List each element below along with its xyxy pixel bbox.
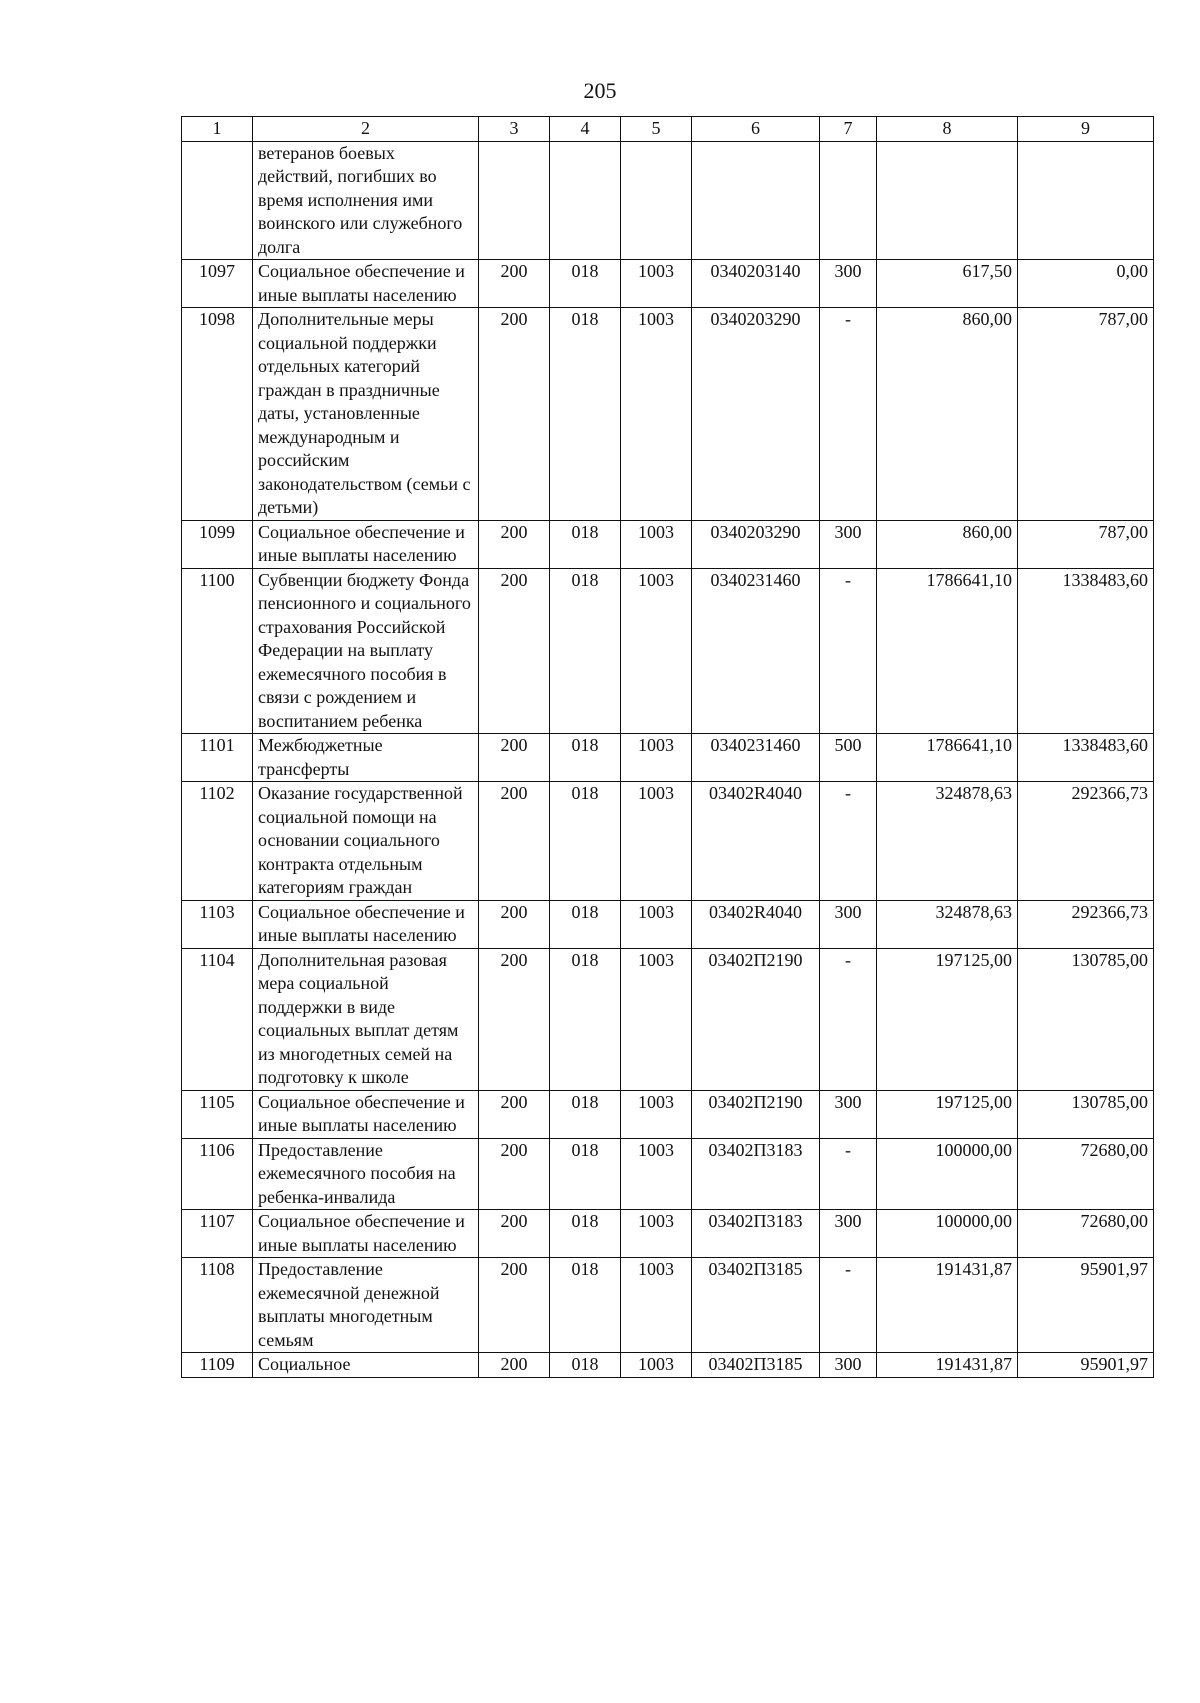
amount-cell: 324878,63 bbox=[877, 782, 1018, 901]
page-number: 205 bbox=[583, 78, 617, 103]
code-cell bbox=[621, 141, 692, 260]
table-row bbox=[182, 900, 1154, 948]
code-cell: 0340231460 bbox=[692, 568, 820, 734]
amount-cell: 617,50 bbox=[877, 260, 1018, 308]
code-cell: 018 bbox=[550, 734, 621, 782]
column-header: 9 bbox=[1018, 117, 1154, 142]
amount-cell: 100000,00 bbox=[877, 1138, 1018, 1210]
table-body bbox=[182, 141, 1154, 1377]
item-name-cell: Межбюджетные трансферты bbox=[253, 734, 479, 782]
code-cell: - bbox=[820, 1138, 877, 1210]
table-row bbox=[182, 782, 1154, 901]
amount-cell: 787,00 bbox=[1018, 520, 1154, 568]
amount-cell: 197125,00 bbox=[877, 948, 1018, 1090]
code-cell: 03402R4040 bbox=[692, 782, 820, 901]
code-cell: 018 bbox=[550, 1353, 621, 1378]
code-cell: 300 bbox=[820, 900, 877, 948]
item-name-cell: Дополнительные меры социальной поддержки отдельных категорий граждан в праздничные даты, установленные международным и российским законодательством (семьи с детьми) bbox=[253, 308, 479, 521]
table-row bbox=[182, 520, 1154, 568]
code-cell: 1003 bbox=[621, 520, 692, 568]
amount-cell: 1786641,10 bbox=[877, 734, 1018, 782]
amount-cell: 130785,00 bbox=[1018, 948, 1154, 1090]
code-cell: 018 bbox=[550, 1138, 621, 1210]
table-row bbox=[182, 568, 1154, 734]
amount-cell: 72680,00 bbox=[1018, 1210, 1154, 1258]
code-cell: 0340231460 bbox=[692, 734, 820, 782]
code-cell: 018 bbox=[550, 900, 621, 948]
code-cell bbox=[550, 141, 621, 260]
row-number-cell: 1106 bbox=[182, 1138, 253, 1210]
amount-cell: 860,00 bbox=[877, 520, 1018, 568]
code-cell: - bbox=[820, 308, 877, 521]
code-cell: 018 bbox=[550, 1210, 621, 1258]
item-name-cell: Социальное bbox=[253, 1353, 479, 1378]
column-header: 4 bbox=[550, 117, 621, 142]
code-cell: 200 bbox=[479, 1138, 550, 1210]
row-number-cell: 1098 bbox=[182, 308, 253, 521]
amount-cell: 1338483,60 bbox=[1018, 568, 1154, 734]
amount-cell: 191431,87 bbox=[877, 1353, 1018, 1378]
code-cell: 500 bbox=[820, 734, 877, 782]
amount-cell: 1338483,60 bbox=[1018, 734, 1154, 782]
amount-cell: 130785,00 bbox=[1018, 1090, 1154, 1138]
table-row bbox=[182, 1090, 1154, 1138]
code-cell: 018 bbox=[550, 260, 621, 308]
amount-cell: 787,00 bbox=[1018, 308, 1154, 521]
code-cell: 200 bbox=[479, 1090, 550, 1138]
item-name-cell: Социальное обеспечение и иные выплаты населению bbox=[253, 900, 479, 948]
table-row bbox=[182, 1138, 1154, 1210]
code-cell: 03402П2190 bbox=[692, 948, 820, 1090]
item-name-cell: Оказание государственной социальной помощи на основании социального контракта отдельным категориям граждан bbox=[253, 782, 479, 901]
code-cell bbox=[479, 141, 550, 260]
code-cell: 300 bbox=[820, 1353, 877, 1378]
code-cell: 0340203140 bbox=[692, 260, 820, 308]
item-name-cell: ветеранов боевых действий, погибших во время исполнения ими воинского или служебного долга bbox=[253, 141, 479, 260]
amount-cell: 100000,00 bbox=[877, 1210, 1018, 1258]
table-row bbox=[182, 1353, 1154, 1378]
table-row bbox=[182, 141, 1154, 260]
row-number-cell: 1103 bbox=[182, 900, 253, 948]
code-cell: 03402П3183 bbox=[692, 1210, 820, 1258]
code-cell: 018 bbox=[550, 1090, 621, 1138]
code-cell: 1003 bbox=[621, 308, 692, 521]
column-header: 2 bbox=[253, 117, 479, 142]
row-number-cell: 1097 bbox=[182, 260, 253, 308]
code-cell: 200 bbox=[479, 308, 550, 521]
code-cell: 0340203290 bbox=[692, 520, 820, 568]
code-cell: 018 bbox=[550, 308, 621, 521]
item-name-cell: Социальное обеспечение и иные выплаты населению bbox=[253, 520, 479, 568]
amount-cell bbox=[877, 141, 1018, 260]
code-cell: 200 bbox=[479, 948, 550, 1090]
row-number-cell: 1101 bbox=[182, 734, 253, 782]
budget-table bbox=[181, 116, 1154, 1378]
row-number-cell: 1109 bbox=[182, 1353, 253, 1378]
table-row bbox=[182, 1258, 1154, 1353]
code-cell: 018 bbox=[550, 782, 621, 901]
code-cell: 1003 bbox=[621, 1138, 692, 1210]
code-cell: 1003 bbox=[621, 734, 692, 782]
code-cell: - bbox=[820, 782, 877, 901]
table-row bbox=[182, 734, 1154, 782]
item-name-cell: Социальное обеспечение и иные выплаты населению bbox=[253, 260, 479, 308]
amount-cell: 292366,73 bbox=[1018, 782, 1154, 901]
code-cell: 03402R4040 bbox=[692, 900, 820, 948]
item-name-cell: Социальное обеспечение и иные выплаты населению bbox=[253, 1210, 479, 1258]
code-cell: 200 bbox=[479, 1353, 550, 1378]
code-cell: 1003 bbox=[621, 568, 692, 734]
amount-cell: 292366,73 bbox=[1018, 900, 1154, 948]
code-cell: 1003 bbox=[621, 900, 692, 948]
code-cell: 03402П2190 bbox=[692, 1090, 820, 1138]
code-cell: 018 bbox=[550, 948, 621, 1090]
code-cell: 03402П3183 bbox=[692, 1138, 820, 1210]
code-cell: 018 bbox=[550, 568, 621, 734]
code-cell: 1003 bbox=[621, 1210, 692, 1258]
code-cell: 1003 bbox=[621, 782, 692, 901]
amount-cell: 0,00 bbox=[1018, 260, 1154, 308]
amount-cell: 72680,00 bbox=[1018, 1138, 1154, 1210]
code-cell: 018 bbox=[550, 520, 621, 568]
code-cell: 300 bbox=[820, 1210, 877, 1258]
code-cell: 200 bbox=[479, 1210, 550, 1258]
code-cell: 200 bbox=[479, 260, 550, 308]
code-cell: 1003 bbox=[621, 1258, 692, 1353]
code-cell: 1003 bbox=[621, 260, 692, 308]
column-header: 5 bbox=[621, 117, 692, 142]
code-cell: 200 bbox=[479, 900, 550, 948]
code-cell: 300 bbox=[820, 1090, 877, 1138]
code-cell: 1003 bbox=[621, 948, 692, 1090]
column-header: 6 bbox=[692, 117, 820, 142]
code-cell: 200 bbox=[479, 568, 550, 734]
item-name-cell: Дополнительная разовая мера социальной поддержки в виде социальных выплат детям из многодетных семей на подготовку к школе bbox=[253, 948, 479, 1090]
code-cell: 200 bbox=[479, 1258, 550, 1353]
row-number-cell: 1099 bbox=[182, 520, 253, 568]
code-cell: 300 bbox=[820, 260, 877, 308]
row-number-cell: 1105 bbox=[182, 1090, 253, 1138]
column-header: 8 bbox=[877, 117, 1018, 142]
table-row bbox=[182, 260, 1154, 308]
column-number-row bbox=[182, 117, 1154, 142]
code-cell: 200 bbox=[479, 520, 550, 568]
row-number-cell bbox=[182, 141, 253, 260]
code-cell: 03402П3185 bbox=[692, 1353, 820, 1378]
code-cell bbox=[692, 141, 820, 260]
amount-cell: 95901,97 bbox=[1018, 1258, 1154, 1353]
column-header: 1 bbox=[182, 117, 253, 142]
code-cell: 1003 bbox=[621, 1353, 692, 1378]
table-row bbox=[182, 1210, 1154, 1258]
row-number-cell: 1104 bbox=[182, 948, 253, 1090]
code-cell: - bbox=[820, 948, 877, 1090]
amount-cell: 95901,97 bbox=[1018, 1353, 1154, 1378]
item-name-cell: Предоставление ежемесячного пособия на ребенка-инвалида bbox=[253, 1138, 479, 1210]
amount-cell: 197125,00 bbox=[877, 1090, 1018, 1138]
table-row bbox=[182, 948, 1154, 1090]
code-cell: 0340203290 bbox=[692, 308, 820, 521]
code-cell: 300 bbox=[820, 520, 877, 568]
code-cell: 018 bbox=[550, 1258, 621, 1353]
row-number-cell: 1102 bbox=[182, 782, 253, 901]
table-row bbox=[182, 308, 1154, 521]
row-number-cell: 1100 bbox=[182, 568, 253, 734]
column-header: 7 bbox=[820, 117, 877, 142]
column-header: 3 bbox=[479, 117, 550, 142]
code-cell: 200 bbox=[479, 734, 550, 782]
code-cell: 1003 bbox=[621, 1090, 692, 1138]
amount-cell bbox=[1018, 141, 1154, 260]
code-cell: - bbox=[820, 568, 877, 734]
row-number-cell: 1107 bbox=[182, 1210, 253, 1258]
row-number-cell: 1108 bbox=[182, 1258, 253, 1353]
item-name-cell: Социальное обеспечение и иные выплаты населению bbox=[253, 1090, 479, 1138]
amount-cell: 324878,63 bbox=[877, 900, 1018, 948]
code-cell bbox=[820, 141, 877, 260]
code-cell: 200 bbox=[479, 782, 550, 901]
item-name-cell: Субвенции бюджету Фонда пенсионного и социального страхования Российской Федерации на выплату ежемесячного пособия в связи с рождением и воспитанием ребенка bbox=[253, 568, 479, 734]
amount-cell: 860,00 bbox=[877, 308, 1018, 521]
amount-cell: 1786641,10 bbox=[877, 568, 1018, 734]
code-cell: - bbox=[820, 1258, 877, 1353]
item-name-cell: Предоставление ежемесячной денежной выплаты многодетным семьям bbox=[253, 1258, 479, 1353]
amount-cell: 191431,87 bbox=[877, 1258, 1018, 1353]
code-cell: 03402П3185 bbox=[692, 1258, 820, 1353]
